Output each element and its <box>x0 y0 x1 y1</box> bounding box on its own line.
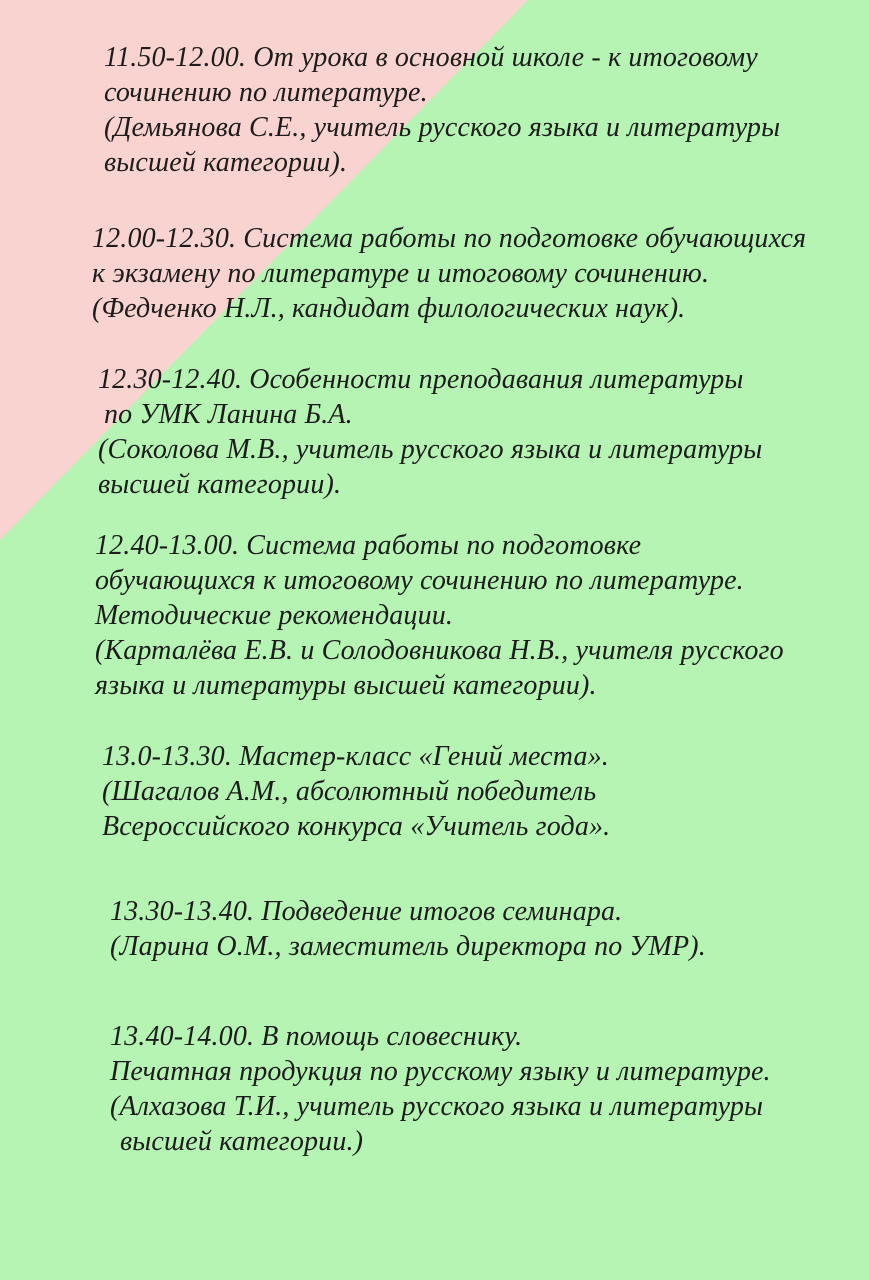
schedule-item-1 <box>104 40 780 180</box>
schedule-item-6 <box>110 894 706 964</box>
schedule-line: Печатная продукция по русскому языку и литературе. <box>110 1056 771 1087</box>
schedule-item-3 <box>98 362 762 502</box>
schedule-line: (Алхазова Т.И., учитель русского языка и литературы <box>110 1091 764 1122</box>
schedule-line: (Демьянова С.Е., учитель русского языка и литературы <box>104 112 781 143</box>
schedule-item-7 <box>110 1019 771 1159</box>
schedule-line: (Шагалов А.М., абсолютный победитель <box>102 776 597 807</box>
schedule-item-4 <box>95 528 784 703</box>
schedule-line: (Ларина О.М., заместитель директора по УМР). <box>110 931 706 962</box>
schedule-line: 13.30-13.40. Подведение итогов семинара. <box>110 896 623 927</box>
schedule-line: сочинению по литературе. <box>104 77 428 108</box>
schedule-line: высшей категории.) <box>120 1126 364 1157</box>
schedule-line: обучающихся к итоговому сочинению по литературе. <box>95 565 744 596</box>
schedule-line: Методические рекомендации. <box>95 600 454 631</box>
schedule-item-2 <box>92 221 806 326</box>
schedule-line: 11.50-12.00. От урока в основной школе - к итоговому <box>104 42 758 73</box>
schedule-line: (Карталёва Е.В. и Солодовникова Н.В., учителя русского <box>95 635 784 666</box>
schedule-item-5 <box>102 739 610 844</box>
schedule-line: 12.00-12.30. Система работы по подготовке обучающихся <box>92 223 807 254</box>
schedule-line: 12.30-12.40. Особенности преподавания литературы <box>98 364 744 395</box>
schedule-line: к экзамену по литературе и итоговому сочинению. <box>92 258 710 289</box>
schedule-line: (Соколова М.В., учитель русского языка и литературы <box>98 434 763 465</box>
schedule-line: (Федченко Н.Л., кандидат филологических наук). <box>92 293 686 324</box>
schedule-line: 13.0-13.30. Мастер-класс «Гений места». <box>102 741 609 772</box>
schedule-line: 13.40-14.00. В помощь словеснику. <box>110 1021 523 1052</box>
schedule-line: 12.40-13.00. Система работы по подготовке <box>95 530 642 561</box>
schedule-line: Всероссийского конкурса «Учитель года». <box>102 811 611 842</box>
schedule-line: высшей категории). <box>98 469 342 500</box>
schedule-line: по УМК Ланина Б.А. <box>104 399 353 430</box>
schedule-line: высшей категории). <box>104 147 348 178</box>
schedule-line: языка и литературы высшей категории). <box>95 670 597 701</box>
